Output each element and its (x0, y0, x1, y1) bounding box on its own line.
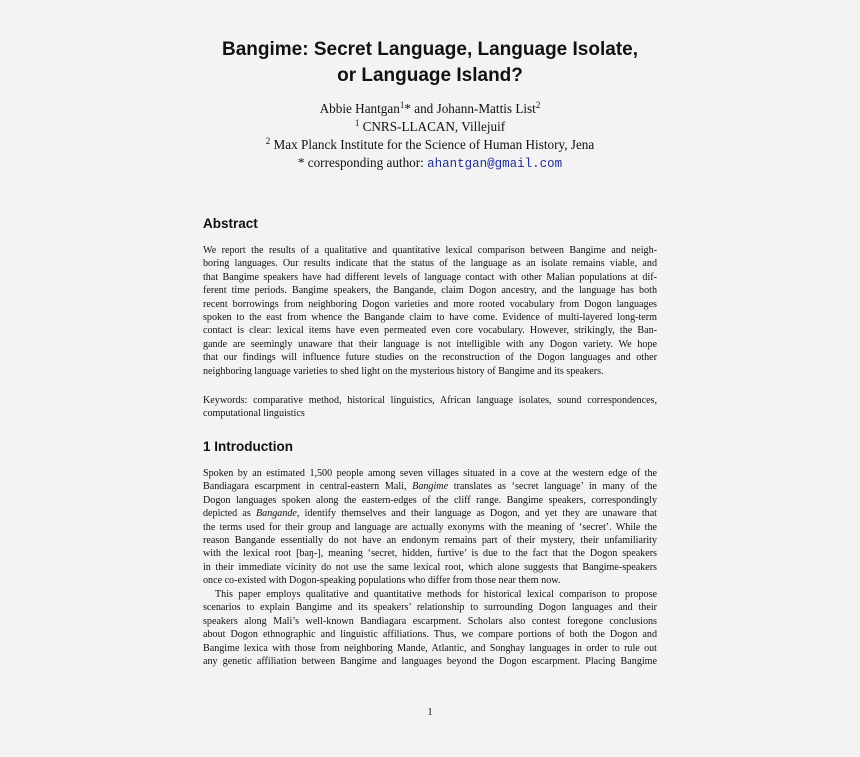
italic-term: Bangande (255, 508, 297, 520)
corresponding-label: * corresponding author: (297, 155, 428, 170)
introduction-paragraph-1 (203, 467, 657, 588)
affiliation-1-text: CNRS-LLACAN, Villejuif (359, 119, 506, 134)
text-line: computational linguistics (203, 408, 305, 420)
text-line: Dogon languages spoken along the eastern-edges of the cliff range. Bangime speakers, correspondingly (203, 494, 657, 506)
text-line: boring languages. Our results indicate that the status of the language as an isolate remains viable, and (203, 258, 657, 270)
text-line: in their immediate vicinity do not use the same lexical root, which alone suggests that Bangime-speakers (203, 561, 657, 573)
author-line (140, 100, 720, 118)
text-line: We report the results of a qualitative and quantitative lexical comparison between Bangime and neigh- (203, 245, 657, 256)
author-name-2: and Johann-Mattis List (410, 101, 536, 116)
text-line: that Bangime speakers have had different levels of language contact with other Malian populations at dif- (203, 271, 657, 283)
text-line: recent borrowings from neighboring Dogon varieties and more rooted vocabulary from Dogon languages (203, 298, 657, 310)
affiliation-2-mark: 2 (265, 136, 271, 146)
text-line: neighboring language varieties to shed light on the mysterious history of Bangime and its speakers. (203, 365, 604, 377)
page-number: 1 (427, 707, 433, 718)
text-line: about Dogon ethnographic and linguistic affiliations. Thus, we compare portions of both the Dogon and (203, 629, 657, 641)
text-line: contact is clear: lexical items have even permeated even core vocabulary. However, strikingly, the Ban- (203, 325, 657, 337)
text-fragment: translates as ‘secret language’ in many of the (448, 481, 657, 493)
text-line: gande are seemingly unaware that their language is not intelligible with any Dogon variety. We hope (203, 338, 657, 350)
text-line (203, 507, 657, 520)
corresponding-star: * (404, 101, 411, 116)
introduction-paragraph-2 (203, 588, 657, 668)
author-block (140, 100, 720, 173)
text-line (203, 480, 657, 493)
affiliation-2 (140, 136, 720, 154)
affiliation-1 (140, 118, 720, 136)
text-line: that our findings will influence future studies on the reconstruction of the Dogon languages and other (203, 352, 657, 364)
author-2-affiliation-mark: 2 (535, 100, 541, 110)
affiliation-1-mark: 1 (354, 118, 360, 128)
author-1-affiliation-mark: 1 (399, 100, 405, 110)
author-name-1: Abbie Hantgan (319, 101, 400, 116)
text-line: once co-existed with Dogon-speaking populations who differ from those near them now. (203, 575, 561, 587)
text-line: the terms used for their group and language are actually exonyms with the meaning of ‘secret’. While the (203, 521, 657, 533)
text-fragment: , identify themselves and their language as Dogon, and yet they are unaware that (296, 508, 657, 520)
abstract-heading: Abstract (203, 216, 258, 231)
affiliation-2-text: Max Planck Institute for the Science of Human History, Jena (270, 137, 595, 152)
introduction-heading: 1 Introduction (203, 439, 293, 454)
text-line: Keywords: comparative method, historical linguistics, African language isolates, sound correspondences, (203, 395, 657, 406)
text-line: scenarios to explain Bangime and its speakers’ relationship to surrounding Dogon languages and their (203, 602, 657, 614)
keywords-text (203, 394, 657, 421)
text-line: reason Bangande essentially do not have an endonym remains part of their mystery, their unfamiliarity (203, 535, 657, 547)
text-line: Bangime lexica with those from neighboring Mande, Atlantic, and Songhay languages in order to rule out (203, 642, 657, 654)
title-line-1: Bangime: Secret Language, Language Isolate, (222, 39, 638, 60)
text-fragment: Bandiagara escarpment in central-eastern Mali, (203, 481, 413, 493)
paper-title (140, 37, 720, 89)
email-link[interactable]: ahantgan@gmail.com (427, 157, 563, 171)
text-line: Spoken by an estimated 1,500 people among seven villages situated in a cove at the western edge of the (203, 468, 657, 479)
text-line: This paper employs qualitative and quantitative methods for historical lexical comparison to propose (215, 589, 657, 600)
corresponding-author (140, 154, 720, 173)
title-line-2: or Language Island? (337, 65, 523, 86)
text-fragment: depicted as (203, 508, 256, 520)
italic-term: Bangime (412, 481, 449, 493)
text-line: spoken to the east from whence the Bangande claim to have come. Evidence of multi-layered long-term (203, 312, 657, 324)
text-line: with the lexical root [baŋ-], meaning ‘secret, hidden, furtive’ is due to the fact that the Dogon speakers (203, 548, 657, 560)
abstract-text (203, 244, 657, 378)
text-line: ferent time periods. Bangime speakers, the Bangande, claim Dogon ancestry, and the language has both (203, 285, 657, 297)
text-line: any genetic affiliation between Bangime and languages beyond the Dogon escarpment. Placing Bangime (203, 656, 657, 668)
text-line: speakers along Mali’s well-known Bandiagara escarpment. Scholars also contest foregone conclusions (203, 615, 657, 627)
